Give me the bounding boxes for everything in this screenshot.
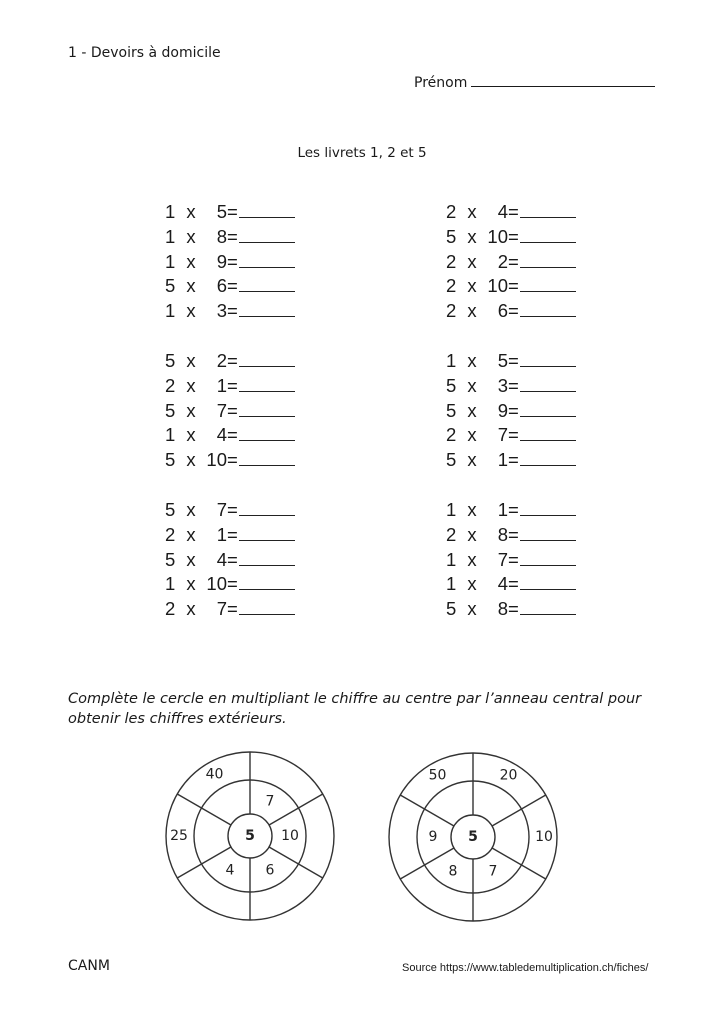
- times-sign: x: [467, 374, 477, 396]
- outer-ring-number: 20: [499, 767, 518, 784]
- factor-a: 5: [165, 548, 176, 570]
- factor-a: 5: [165, 498, 176, 520]
- exercise-row: [165, 523, 295, 548]
- inner-ring-number: 8: [448, 863, 458, 880]
- factor-b: 1: [216, 523, 227, 545]
- answer-blank[interactable]: [239, 200, 295, 218]
- factor-a: 5: [446, 449, 457, 471]
- times-sign: x: [467, 598, 477, 620]
- answer-blank[interactable]: [239, 597, 295, 615]
- factor-a: 2: [165, 598, 176, 620]
- answer-blank[interactable]: [520, 274, 576, 292]
- answer-blank[interactable]: [520, 250, 576, 268]
- factor-a: 2: [165, 374, 176, 396]
- exercise-group: [165, 498, 295, 622]
- answer-blank[interactable]: [520, 572, 576, 590]
- factor-a: 2: [165, 523, 176, 545]
- answer-blank[interactable]: [520, 200, 576, 218]
- exercise-group: [446, 498, 576, 622]
- multiplication-circle: [166, 752, 334, 920]
- answer-blank[interactable]: [239, 225, 295, 243]
- exercise-row: [446, 498, 576, 523]
- equals-sign: =: [227, 225, 238, 247]
- exercise-row: [446, 274, 576, 299]
- answer-blank[interactable]: [520, 299, 576, 317]
- times-sign: x: [186, 399, 196, 421]
- exercise-row: [165, 597, 295, 622]
- exercise-row: [446, 250, 576, 275]
- equals-sign: =: [227, 424, 238, 446]
- factor-a: 2: [446, 300, 457, 322]
- exercise-group: [165, 200, 295, 324]
- exercise-row: [165, 399, 295, 424]
- exercise-row: [446, 523, 576, 548]
- outer-ring-number: 25: [170, 828, 188, 844]
- exercise-row: [165, 374, 295, 399]
- factor-b: 4: [497, 573, 508, 595]
- times-sign: x: [186, 523, 196, 545]
- exercise-column-right: [446, 200, 576, 622]
- equals-sign: =: [227, 349, 238, 371]
- times-sign: x: [186, 225, 196, 247]
- factor-a: 1: [165, 250, 176, 272]
- multiplication-circles: [0, 740, 724, 930]
- exercise-row: [446, 349, 576, 374]
- equals-sign: =: [508, 498, 519, 520]
- equals-sign: =: [508, 349, 519, 371]
- times-sign: x: [467, 523, 477, 545]
- answer-blank[interactable]: [520, 498, 576, 516]
- factor-b: 5: [497, 349, 508, 371]
- factor-b: 7: [216, 498, 227, 520]
- factor-b: 10: [487, 225, 508, 247]
- factor-a: 5: [446, 374, 457, 396]
- answer-blank[interactable]: [520, 597, 576, 615]
- factor-b: 6: [216, 275, 227, 297]
- equals-sign: =: [227, 275, 238, 297]
- exercise-row: [165, 349, 295, 374]
- times-sign: x: [186, 498, 196, 520]
- equals-sign: =: [508, 225, 519, 247]
- times-sign: x: [467, 300, 477, 322]
- answer-blank[interactable]: [520, 225, 576, 243]
- answer-blank[interactable]: [239, 498, 295, 516]
- center-number: 5: [245, 828, 255, 844]
- equals-sign: =: [227, 399, 238, 421]
- worksheet-subtitle: Les livrets 1, 2 et 5: [297, 145, 427, 161]
- factor-a: 5: [446, 598, 457, 620]
- exercise-row: [446, 597, 576, 622]
- equals-sign: =: [508, 250, 519, 272]
- times-sign: x: [186, 548, 196, 570]
- factor-a: 1: [165, 225, 176, 247]
- exercise-row: [165, 250, 295, 275]
- factor-b: 9: [216, 250, 227, 272]
- factor-b: 2: [497, 250, 508, 272]
- circle-spoke: [400, 795, 454, 826]
- times-sign: x: [467, 349, 477, 371]
- exercise-group: [165, 349, 295, 473]
- factor-b: 6: [497, 300, 508, 322]
- equals-sign: =: [508, 399, 519, 421]
- times-sign: x: [467, 399, 477, 421]
- answer-blank[interactable]: [239, 299, 295, 317]
- times-sign: x: [186, 374, 196, 396]
- answer-blank[interactable]: [520, 423, 576, 441]
- factor-b: 10: [206, 573, 227, 595]
- exercise-group: [446, 349, 576, 473]
- times-sign: x: [467, 275, 477, 297]
- times-sign: x: [186, 598, 196, 620]
- equals-sign: =: [508, 598, 519, 620]
- exercise-row: [165, 548, 295, 573]
- worksheet-title: 1 - Devoirs à domicile: [68, 45, 221, 61]
- equals-sign: =: [227, 598, 238, 620]
- factor-a: 1: [165, 201, 176, 222]
- exercise-row: [446, 448, 576, 473]
- answer-blank[interactable]: [239, 274, 295, 292]
- exercise-row: [165, 448, 295, 473]
- equals-sign: =: [227, 374, 238, 396]
- equals-sign: =: [508, 523, 519, 545]
- answer-blank[interactable]: [520, 523, 576, 541]
- times-sign: x: [467, 548, 477, 570]
- circle-spoke: [269, 794, 323, 825]
- answer-blank[interactable]: [239, 399, 295, 417]
- times-sign: x: [467, 250, 477, 272]
- circle-spoke: [269, 847, 323, 878]
- answer-blank[interactable]: [239, 548, 295, 566]
- factor-a: 5: [165, 449, 176, 471]
- answer-blank[interactable]: [239, 349, 295, 367]
- exercise-group: [446, 200, 576, 324]
- exercise-row: [446, 548, 576, 573]
- exercise-column-left: [165, 200, 295, 622]
- equals-sign: =: [227, 573, 238, 595]
- factor-b: 7: [216, 399, 227, 421]
- factor-a: 2: [446, 250, 457, 272]
- exercise-row: [165, 498, 295, 523]
- equals-sign: =: [227, 449, 238, 471]
- inner-ring-number: 4: [225, 862, 235, 879]
- name-label: Prénom: [414, 75, 468, 91]
- factor-a: 2: [446, 424, 457, 446]
- times-sign: x: [186, 250, 196, 272]
- factor-a: 1: [446, 548, 457, 570]
- circle-instruction: Complète le cercle en multipliant le chiffre au centre par l’anneau central pour obtenir les chiffres extérieurs.: [68, 691, 642, 727]
- center-number: 5: [468, 829, 478, 845]
- factor-b: 10: [206, 449, 227, 471]
- factor-b: 1: [497, 498, 508, 520]
- factor-b: 5: [216, 201, 227, 222]
- equals-sign: =: [508, 449, 519, 471]
- factor-b: 1: [497, 449, 508, 471]
- equals-sign: =: [508, 424, 519, 446]
- exercise-row: [446, 374, 576, 399]
- inner-ring-number: 10: [281, 828, 299, 844]
- exercise-row: [165, 200, 295, 225]
- factor-b: 1: [216, 374, 227, 396]
- factor-a: 5: [446, 225, 457, 247]
- times-sign: x: [186, 449, 196, 471]
- equals-sign: =: [227, 250, 238, 272]
- inner-ring-number: 7: [265, 793, 275, 810]
- factor-b: 7: [216, 598, 227, 620]
- times-sign: x: [186, 424, 196, 446]
- circle-spoke: [400, 848, 454, 879]
- answer-blank[interactable]: [239, 523, 295, 541]
- name-field[interactable]: [414, 72, 655, 91]
- circle-spoke: [492, 795, 546, 826]
- equals-sign: =: [508, 300, 519, 322]
- factor-a: 5: [165, 275, 176, 297]
- factor-a: 1: [446, 573, 457, 595]
- factor-b: 7: [497, 424, 508, 446]
- equals-sign: =: [227, 300, 238, 322]
- times-sign: x: [467, 498, 477, 520]
- answer-blank[interactable]: [520, 448, 576, 466]
- factor-a: 1: [446, 349, 457, 371]
- factor-a: 2: [446, 275, 457, 297]
- inner-ring-number: 6: [265, 862, 275, 879]
- outer-ring-number: 10: [535, 829, 553, 845]
- exercise-row: [446, 572, 576, 597]
- answer-blank[interactable]: [239, 572, 295, 590]
- times-sign: x: [186, 349, 196, 371]
- footer-source: Source https://www.tabledemultiplication.ch/fiches/: [402, 962, 649, 974]
- answer-blank[interactable]: [239, 448, 295, 466]
- exercise-row: [446, 399, 576, 424]
- equals-sign: =: [508, 275, 519, 297]
- factor-b: 3: [216, 300, 227, 322]
- outer-ring-number: 40: [205, 766, 224, 783]
- equals-sign: =: [508, 548, 519, 570]
- times-sign: x: [467, 201, 477, 222]
- factor-b: 8: [497, 598, 508, 620]
- factor-a: 2: [446, 523, 457, 545]
- factor-b: 7: [497, 548, 508, 570]
- exercise-row: [165, 572, 295, 597]
- times-sign: x: [186, 201, 196, 222]
- inner-ring-number: 7: [488, 863, 498, 880]
- answer-blank[interactable]: [520, 548, 576, 566]
- factor-b: 9: [497, 399, 508, 421]
- equals-sign: =: [227, 548, 238, 570]
- factor-b: 4: [216, 424, 227, 446]
- answer-blank[interactable]: [520, 399, 576, 417]
- exercise-row: [446, 225, 576, 250]
- times-sign: x: [186, 300, 196, 322]
- equals-sign: =: [508, 201, 519, 222]
- factor-b: 8: [497, 523, 508, 545]
- equals-sign: =: [227, 498, 238, 520]
- factor-a: 5: [165, 399, 176, 421]
- factor-b: 4: [216, 548, 227, 570]
- name-blank-line[interactable]: [471, 72, 655, 87]
- circle-spoke: [177, 794, 231, 825]
- factor-a: 1: [165, 300, 176, 322]
- inner-ring-number: 9: [428, 829, 438, 845]
- factor-b: 2: [216, 349, 227, 371]
- circle-spoke: [177, 847, 231, 878]
- equals-sign: =: [227, 523, 238, 545]
- equals-sign: =: [227, 201, 238, 222]
- factor-b: 8: [216, 225, 227, 247]
- exercise-row: [446, 423, 576, 448]
- exercise-row: [165, 274, 295, 299]
- answer-blank[interactable]: [520, 349, 576, 367]
- factor-a: 1: [446, 498, 457, 520]
- circle-spoke: [492, 848, 546, 879]
- factor-b: 3: [497, 374, 508, 396]
- answer-blank[interactable]: [239, 423, 295, 441]
- factor-a: 5: [446, 399, 457, 421]
- exercise-row: [446, 200, 576, 225]
- answer-blank[interactable]: [520, 374, 576, 392]
- factor-a: 5: [165, 349, 176, 371]
- times-sign: x: [467, 449, 477, 471]
- times-sign: x: [186, 573, 196, 595]
- exercise-row: [165, 423, 295, 448]
- factor-b: 4: [497, 201, 508, 222]
- exercise-row: [165, 299, 295, 324]
- equals-sign: =: [508, 374, 519, 396]
- multiplication-circle: [389, 753, 557, 921]
- exercise-row: [446, 299, 576, 324]
- exercise-row: [165, 225, 295, 250]
- times-sign: x: [186, 275, 196, 297]
- answer-blank[interactable]: [239, 250, 295, 268]
- times-sign: x: [467, 225, 477, 247]
- answer-blank[interactable]: [239, 374, 295, 392]
- factor-a: 1: [165, 573, 176, 595]
- equals-sign: =: [508, 573, 519, 595]
- outer-ring-number: 50: [428, 767, 447, 784]
- factor-a: 2: [446, 201, 457, 222]
- factor-b: 10: [487, 275, 508, 297]
- times-sign: x: [467, 424, 477, 446]
- footer-author: CANM: [68, 958, 110, 974]
- times-sign: x: [467, 573, 477, 595]
- factor-a: 1: [165, 424, 176, 446]
